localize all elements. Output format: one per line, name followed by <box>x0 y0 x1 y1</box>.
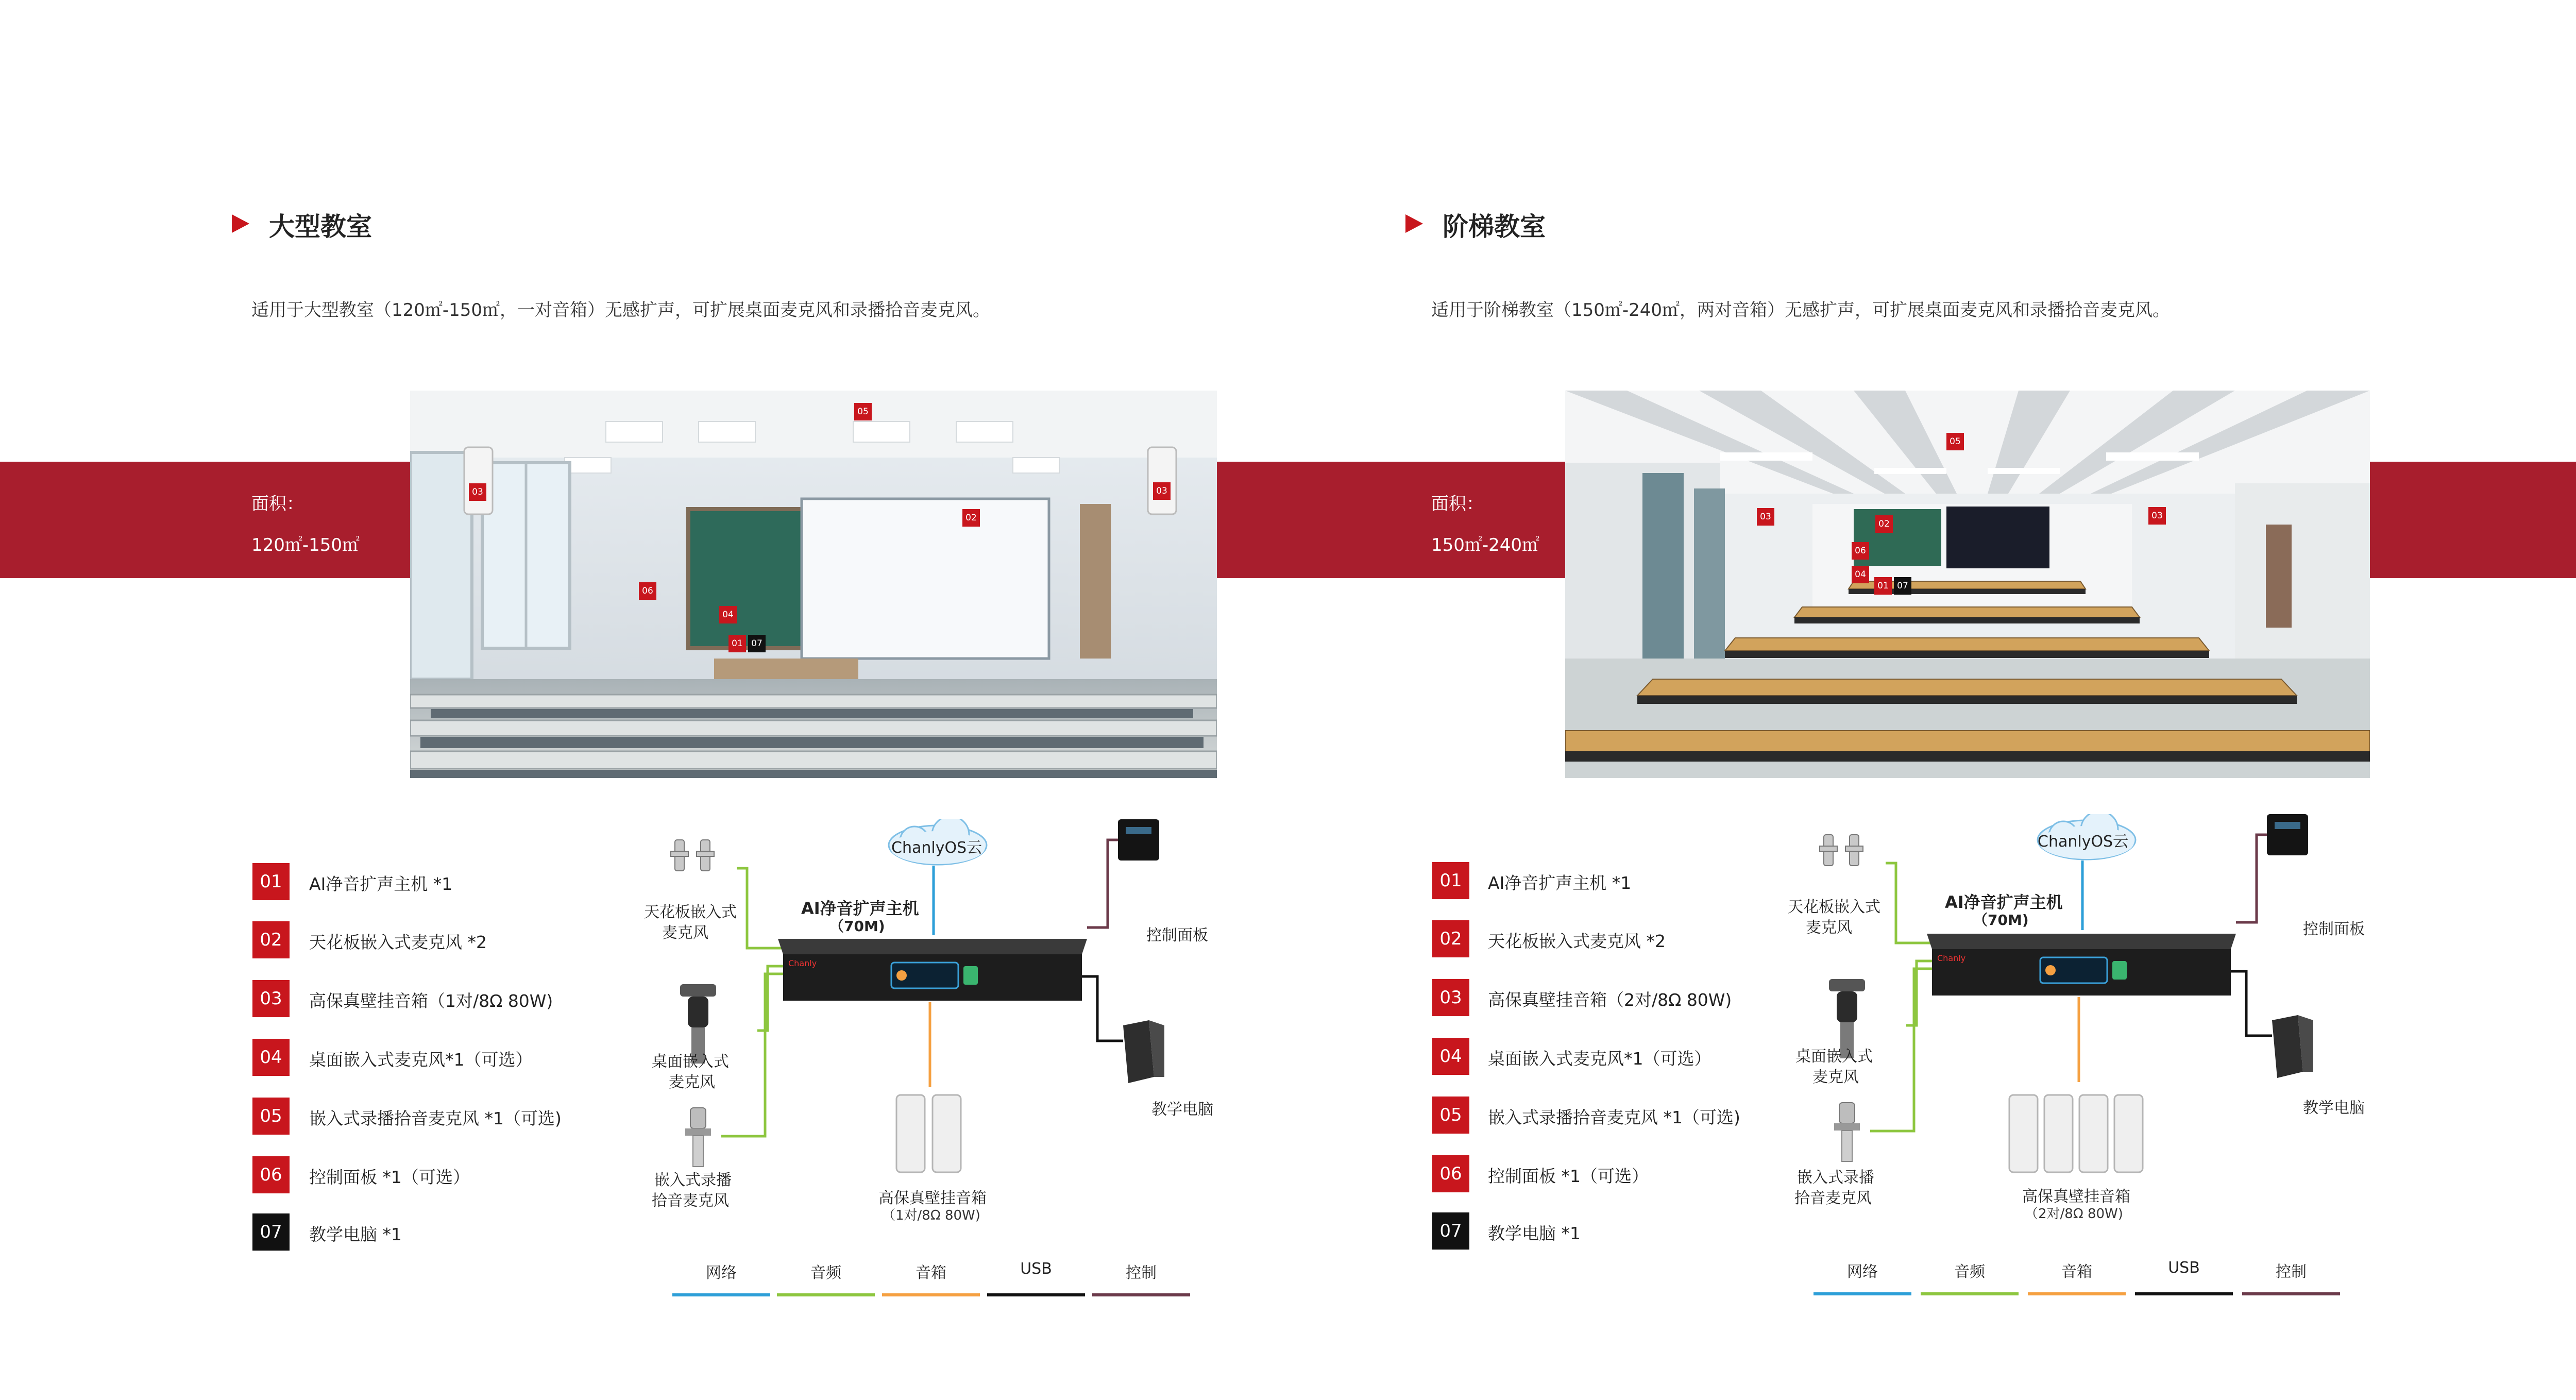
record-mic-label: 嵌入式录播 <box>654 1171 732 1189</box>
item-number: 07 <box>1432 1212 1469 1250</box>
item-number: 03 <box>1432 979 1469 1016</box>
area-value: 150㎡-240㎡ <box>1431 535 1540 555</box>
host-model: （70M) <box>829 918 885 935</box>
legend-network-line <box>1814 1292 1911 1295</box>
diagram-connections <box>634 819 1216 1221</box>
item-number: 04 <box>252 1039 290 1076</box>
legend-speaker-label: 音箱 <box>2061 1263 2092 1281</box>
speaker-spec: （2对/8Ω 80W) <box>2025 1206 2123 1222</box>
classroom-illustration <box>410 391 1217 778</box>
pc-label: 教学电脑 <box>1151 1101 1213 1119</box>
legend-network-line <box>672 1293 770 1296</box>
legend-speaker-line <box>2028 1292 2126 1295</box>
legend-audio-label: 音频 <box>1954 1263 1985 1281</box>
desk-mic-label: 麦克风 <box>669 1073 715 1091</box>
item-label: 教学电脑 *1 <box>1488 1223 1581 1243</box>
section-title: 阶梯教室 <box>1443 212 1546 242</box>
host-model: （70M) <box>1973 912 2029 929</box>
legend-speaker-line <box>882 1293 980 1296</box>
item-number: 04 <box>1432 1038 1469 1075</box>
marker-03-right: 03 <box>2148 507 2166 525</box>
legend-audio-line <box>1921 1292 2019 1295</box>
legend-audio-line <box>777 1293 875 1296</box>
record-mic-label: 拾音麦克风 <box>652 1192 729 1210</box>
cloud-label: ChanlyOS云 <box>2038 833 2129 851</box>
ceiling-mic-icon <box>1820 835 1863 866</box>
svg-text:Chanly: Chanly <box>788 958 817 968</box>
item-label: 天花板嵌入式麦克风 *2 <box>1488 931 1666 951</box>
item-label: 嵌入式录播拾音麦克风 *1（可选) <box>309 1108 562 1128</box>
marker-06: 06 <box>1852 542 1869 560</box>
marker-01: 01 <box>728 635 746 652</box>
item-number: 05 <box>1432 1097 1469 1134</box>
legend-control-line <box>2242 1292 2340 1295</box>
diagram-connections <box>1783 814 2365 1216</box>
marker-04: 04 <box>1852 566 1869 583</box>
marker-05: 05 <box>1946 433 1964 450</box>
legend-usb-line <box>987 1293 1085 1296</box>
pc-icon <box>2272 1015 2313 1078</box>
item-number: 03 <box>252 980 290 1017</box>
host-device <box>778 939 1087 1001</box>
ceiling-mic-label: 麦克风 <box>1806 919 1852 937</box>
area-value: 120㎡-150㎡ <box>251 535 360 555</box>
section-arrow-icon <box>232 214 249 233</box>
record-mic-icon <box>1834 1103 1860 1161</box>
legend-control-label: 控制 <box>1126 1264 1157 1282</box>
item-number: 02 <box>1432 920 1469 957</box>
item-label: 嵌入式录播拾音麦克风 *1（可选) <box>1488 1107 1740 1127</box>
item-label: 控制面板 *1（可选） <box>309 1167 470 1187</box>
item-label: AI净音扩声主机 *1 <box>1488 873 1632 893</box>
desk-mic-label: 桌面嵌入式 <box>652 1053 729 1071</box>
area-label: 面积： <box>251 494 304 514</box>
pc-icon <box>1123 1020 1164 1083</box>
desk-mic-label: 桌面嵌入式 <box>1795 1048 1873 1066</box>
marker-05: 05 <box>854 403 872 420</box>
lecture-hall-illustration <box>1565 391 2370 778</box>
ceiling-mic-icon <box>671 840 714 871</box>
item-label: 教学电脑 *1 <box>309 1224 402 1244</box>
marker-01: 01 <box>1874 577 1892 595</box>
control-panel-icon <box>1118 819 1159 861</box>
section-title: 大型教室 <box>269 212 372 242</box>
left-red-band <box>0 462 412 578</box>
marker-03-left: 03 <box>1757 508 1774 526</box>
marker-03-right: 03 <box>1153 482 1171 500</box>
marker-06: 06 <box>639 582 656 600</box>
marker-07: 07 <box>1894 577 1911 595</box>
item-number: 06 <box>252 1156 290 1193</box>
middle-red-band <box>1216 462 1566 578</box>
item-label: 桌面嵌入式麦克风*1（可选） <box>309 1050 533 1070</box>
legend-network-label: 网络 <box>1847 1263 1878 1281</box>
speaker-label: 高保真壁挂音箱 <box>2022 1188 2130 1206</box>
item-number: 06 <box>1432 1155 1469 1192</box>
desk-mic-label: 麦克风 <box>1812 1068 1859 1086</box>
right-red-band <box>2370 462 2576 578</box>
legend-usb-label: USB <box>2168 1259 2200 1277</box>
cloud-label: ChanlyOS云 <box>891 839 982 857</box>
marker-02: 02 <box>962 509 980 527</box>
legend-usb-label: USB <box>1020 1260 1052 1278</box>
legend-usb-line <box>2135 1292 2233 1295</box>
item-number: 05 <box>252 1098 290 1135</box>
legend-audio-label: 音频 <box>810 1264 841 1282</box>
section-arrow-icon <box>1405 214 1423 233</box>
host-title: AI净音扩声主机 <box>1945 892 2063 912</box>
record-mic-icon <box>685 1108 711 1167</box>
record-mic-label: 拾音麦克风 <box>1794 1189 1872 1207</box>
item-number: 07 <box>252 1213 290 1251</box>
item-label: AI净音扩声主机 *1 <box>309 874 453 894</box>
legend-control-label: 控制 <box>2276 1263 2307 1281</box>
item-label: 桌面嵌入式麦克风*1（可选） <box>1488 1049 1711 1069</box>
legend-network-label: 网络 <box>706 1264 737 1282</box>
marker-04: 04 <box>719 606 737 623</box>
pc-label: 教学电脑 <box>2303 1099 2365 1117</box>
speaker-label: 高保真壁挂音箱 <box>878 1189 987 1207</box>
panel-label: 控制面板 <box>1146 926 1208 944</box>
item-number: 01 <box>252 863 290 900</box>
speaker-spec: （1对/8Ω 80W) <box>882 1208 980 1223</box>
host-device <box>1927 934 2236 996</box>
speaker-icon <box>2009 1095 2143 1172</box>
marker-07: 07 <box>748 635 766 652</box>
legend-control-line <box>1092 1293 1190 1296</box>
item-label: 高保真壁挂音箱（2对/8Ω 80W) <box>1488 990 1732 1010</box>
marker-02: 02 <box>1875 515 1893 533</box>
panel-label: 控制面板 <box>2303 920 2365 938</box>
ceiling-mic-label: 麦克风 <box>662 924 708 942</box>
host-title: AI净音扩声主机 <box>801 899 919 918</box>
item-number: 02 <box>252 921 290 958</box>
item-number: 01 <box>1432 862 1469 899</box>
ceiling-mic-label: 天花板嵌入式 <box>1788 898 1880 916</box>
section-description: 适用于大型教室（120㎡-150㎡，一对音箱）无感扩声，可扩展桌面麦克风和录播拾音麦克风。 <box>251 300 991 321</box>
record-mic-label: 嵌入式录播 <box>1797 1169 1874 1187</box>
speaker-icon <box>896 1095 961 1172</box>
section-description: 适用于阶梯教室（150㎡-240㎡，两对音箱）无感扩声，可扩展桌面麦克风和录播拾音麦克风。 <box>1431 300 2171 321</box>
item-label: 高保真壁挂音箱（1对/8Ω 80W) <box>309 991 553 1011</box>
lecture-hall-photo <box>1565 391 2370 778</box>
svg-text:Chanly: Chanly <box>1937 953 1966 963</box>
marker-03-left: 03 <box>469 483 486 501</box>
legend-speaker-label: 音箱 <box>916 1264 946 1282</box>
classroom-photo <box>410 391 1217 778</box>
item-label: 控制面板 *1（可选） <box>1488 1166 1649 1186</box>
ceiling-mic-label: 天花板嵌入式 <box>644 903 737 921</box>
area-label: 面积： <box>1431 494 1484 514</box>
item-label: 天花板嵌入式麦克风 *2 <box>309 932 487 952</box>
control-panel-icon <box>2267 814 2308 855</box>
